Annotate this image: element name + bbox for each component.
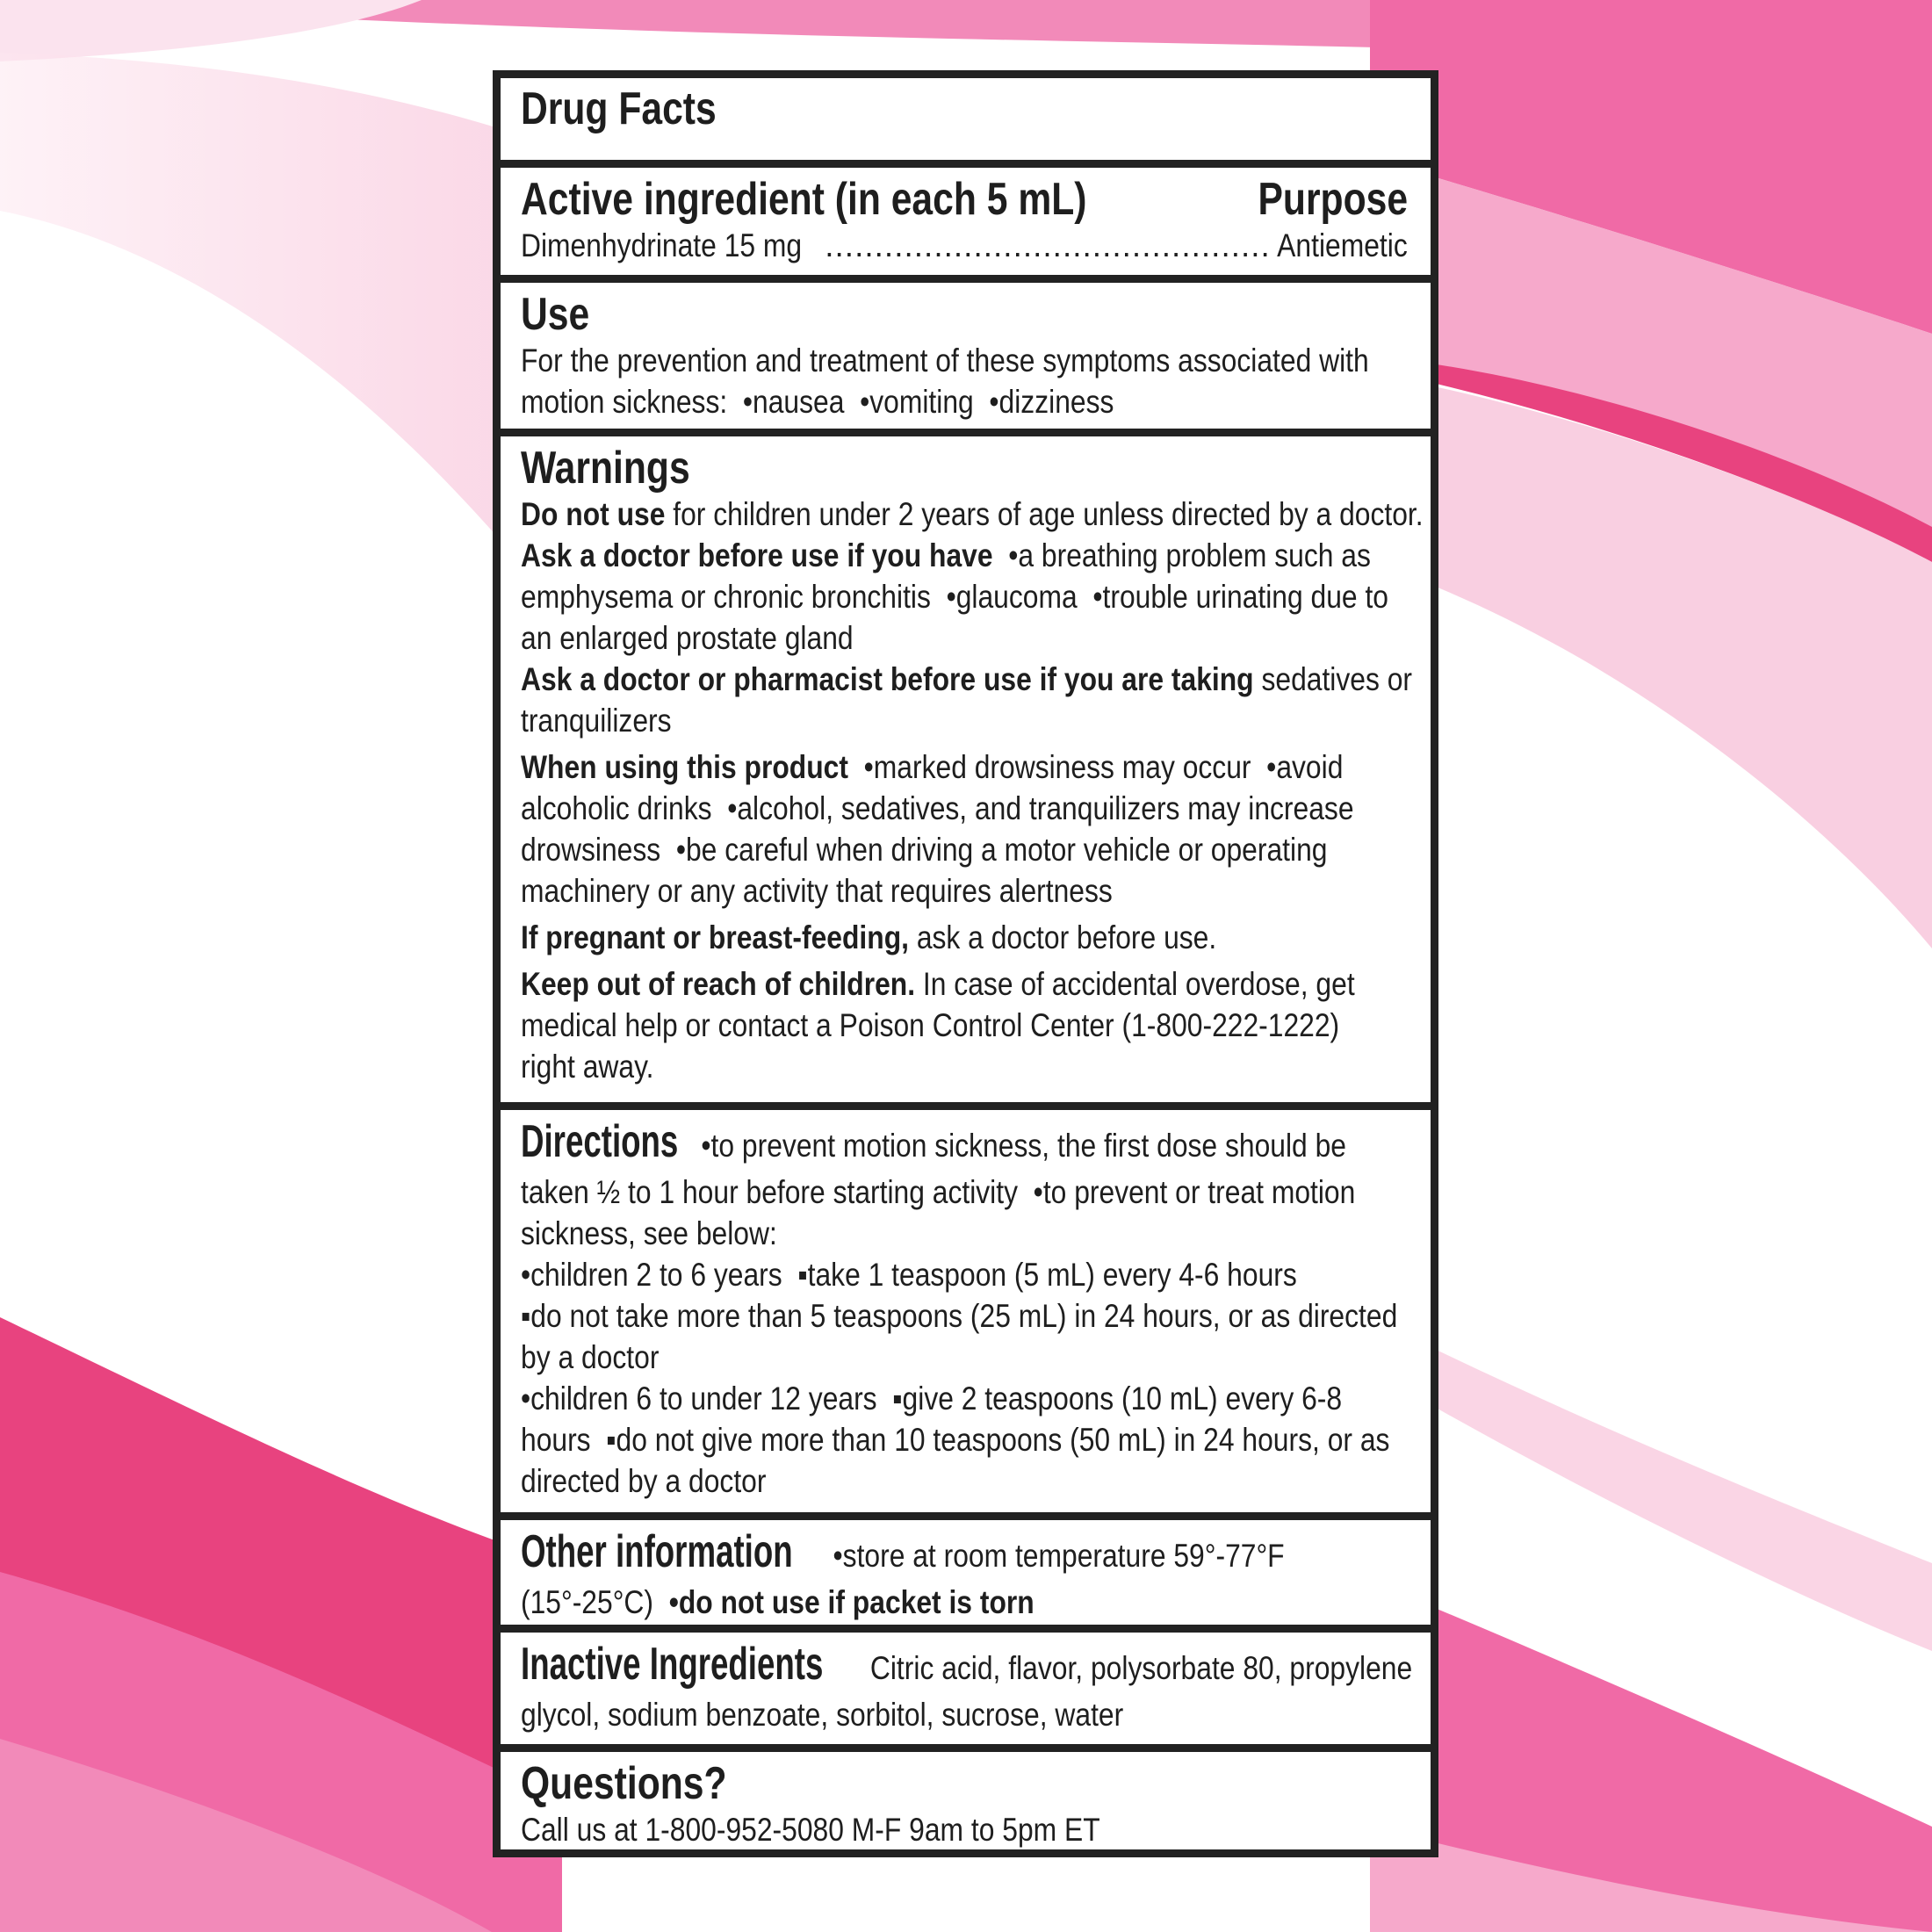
warning-line bbox=[521, 494, 1424, 535]
ingredient-row bbox=[521, 225, 1408, 266]
other-text: •store at room temperature 59°-77°F bbox=[825, 1538, 1285, 1574]
warning-line: tranquilizers bbox=[521, 703, 672, 739]
warnings-heading: Warnings bbox=[521, 443, 690, 494]
warning-bold: If pregnant or breast-feeding, bbox=[521, 919, 909, 955]
warning-line: right away. bbox=[521, 1049, 654, 1085]
use-text: For the prevention and treatment of these symptoms associated with bbox=[521, 342, 1369, 378]
warning-line: alcoholic drinks •alcohol, sedatives, and tranquilizers may increase bbox=[521, 790, 1354, 826]
warning-text: •a breathing problem such as bbox=[992, 537, 1371, 573]
questions-text: Call us at 1-800-952-5080 M-F 9am to 5pm ET bbox=[521, 1812, 1100, 1848]
warning-line: machinery or any activity that requires alertness bbox=[521, 873, 1113, 909]
inactive-line: glycol, sodium benzoate, sorbitol, sucrose, water bbox=[521, 1697, 1124, 1733]
warnings-section bbox=[501, 429, 1431, 1102]
warning-bold: Ask a doctor before use if you have bbox=[521, 537, 993, 573]
directions-line: ▪do not take more than 5 teaspoons (25 mL) in 24 hours, or as directed bbox=[521, 1298, 1398, 1334]
warning-bold: Ask a doctor or pharmacist before use if you are taking bbox=[521, 661, 1254, 697]
warning-line: drowsiness •be careful when driving a motor vehicle or operating bbox=[521, 832, 1328, 868]
inactive-ingredients-heading: Inactive Ingredients bbox=[521, 1639, 824, 1690]
directions-line: directed by a doctor bbox=[521, 1463, 767, 1499]
questions-heading: Questions? bbox=[521, 1758, 727, 1809]
directions-line: •children 6 to under 12 years ▪give 2 teaspoons (10 mL) every 6-8 bbox=[521, 1381, 1343, 1417]
warning-text: for children under 2 years of age unless directed by a doctor. bbox=[665, 496, 1424, 532]
drug-facts-panel bbox=[493, 70, 1438, 1857]
drug-facts-title: Drug Facts bbox=[521, 83, 717, 134]
directions-line: sickness, see below: bbox=[521, 1215, 777, 1251]
other-bold: •do not use if packet is torn bbox=[668, 1584, 1034, 1620]
warning-line: an enlarged prostate gland bbox=[521, 620, 854, 656]
other-text: (15°-25°C) bbox=[521, 1584, 669, 1620]
warning-line bbox=[521, 659, 1413, 700]
directions-line: taken ½ to 1 hour before starting activity •to prevent or treat motion bbox=[521, 1174, 1356, 1210]
directions-line: by a doctor bbox=[521, 1339, 660, 1375]
warning-line bbox=[521, 535, 1371, 576]
directions-line: hours ▪do not give more than 10 teaspoons (50 mL) in 24 hours, or as bbox=[521, 1422, 1390, 1458]
other-information-heading: Other information bbox=[521, 1526, 793, 1577]
title-section bbox=[501, 78, 1431, 160]
warning-line bbox=[521, 917, 1284, 958]
directions-heading: Directions bbox=[521, 1116, 679, 1167]
warning-text: In case of accidental overdose, get bbox=[915, 966, 1355, 1002]
warning-line bbox=[521, 963, 1355, 1005]
dot-leader bbox=[821, 225, 1273, 266]
warning-text: ask a doctor before use. bbox=[908, 919, 1217, 955]
active-ingredient-section bbox=[501, 160, 1431, 275]
use-heading: Use bbox=[521, 289, 590, 340]
other-information-section bbox=[501, 1512, 1431, 1625]
ingredient-name: Dimenhydrinate 15 mg bbox=[521, 227, 803, 263]
other-line bbox=[521, 1582, 1284, 1623]
directions-section bbox=[501, 1102, 1431, 1512]
warning-bold: Keep out of reach of children. bbox=[521, 966, 916, 1002]
warning-line: emphysema or chronic bronchitis •glaucoma •trouble urinating due to bbox=[521, 579, 1389, 615]
use-section bbox=[501, 275, 1431, 429]
warning-bold: When using this product bbox=[521, 749, 848, 785]
active-ingredient-heading: Active ingredient (in each 5 mL) bbox=[521, 174, 1087, 225]
use-text: motion sickness: •nausea •vomiting •dizziness bbox=[521, 384, 1114, 420]
purpose-heading: Purpose bbox=[1258, 174, 1408, 225]
warning-text: sedatives or bbox=[1253, 661, 1413, 697]
warning-line bbox=[521, 746, 1344, 788]
warning-line: medical help or contact a Poison Control Center (1-800-222-1222) bbox=[521, 1007, 1340, 1043]
directions-first-line bbox=[521, 1116, 1346, 1171]
other-first-line bbox=[521, 1526, 1284, 1582]
questions-section bbox=[501, 1744, 1431, 1849]
inactive-first-line bbox=[521, 1639, 1413, 1694]
warning-bold: Do not use bbox=[521, 496, 666, 532]
ingredient-purpose: Antiemetic bbox=[1277, 227, 1408, 263]
inactive-text: Citric acid, flavor, polysorbate 80, propylene bbox=[862, 1650, 1413, 1686]
directions-line: •children 2 to 6 years ▪take 1 teaspoon (5 mL) every 4-6 hours bbox=[521, 1257, 1297, 1293]
directions-text: •to prevent motion sickness, the first dose should be bbox=[685, 1128, 1346, 1164]
warning-text: •marked drowsiness may occur •avoid bbox=[847, 749, 1344, 785]
inactive-ingredients-section bbox=[501, 1625, 1431, 1744]
